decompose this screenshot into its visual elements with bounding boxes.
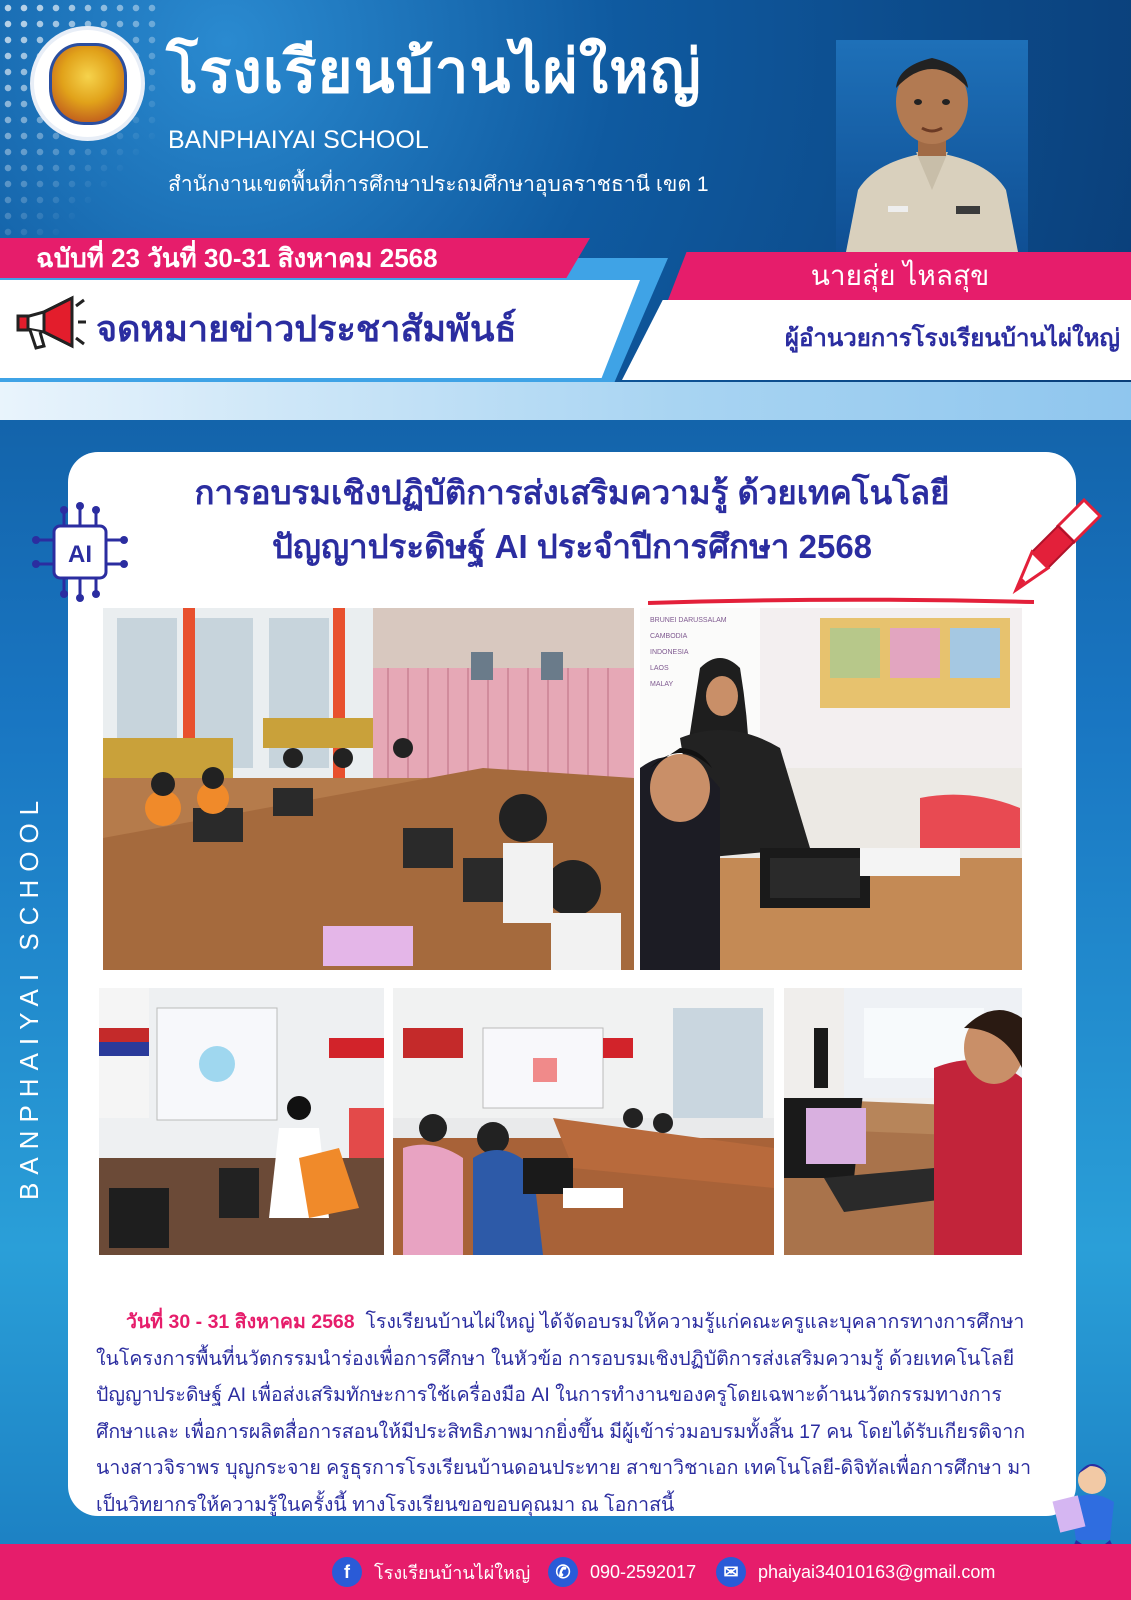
photo-classroom-training [103,608,634,970]
article-headline [92,466,1052,574]
photo-teacher-typing [784,988,1022,1255]
education-office: สำนักงานเขตพื้นที่การศึกษาประถมศึกษาอุบลราชธานี เขต 1 [168,173,709,196]
slide-country-5: MALAY [650,681,674,688]
facebook-icon: f [332,1557,362,1587]
headline-underline [648,592,1034,602]
headline-line-2: ปัญญาประดิษฐ์ AI ประจำปีการศึกษา 2568 [271,528,873,565]
phone-number: 090-2592017 [590,1561,697,1582]
photo-projector-presentation [99,988,384,1255]
school-logo [30,26,145,141]
marker-pen-icon [1010,486,1110,596]
ai-icon-label: AI [68,541,92,568]
photo-teachers-on-laptops [393,988,774,1255]
article-body-text: โรงเรียนบ้านไผ่ใหญ่ ได้จัดอบรมให้ความรู้แก่คณะครูและบุคลากรทางการศึกษา ในโครงการพื้นที่นวัตกรรมนำร่องเพื่อการศึกษา ในหัวข้อ การอบรมเชิงปฏิบัติการส่งเสริมความรู้ ด้วยเทคโนโลยีปัญญาประดิษฐ์ AI เพื่อส่งเสริมทักษะการใช้เครื่องมือ AI ในการทำงานของครูโดยเฉพาะด้านนวัตกรรมทางการศึกษาและ เพื่อการผลิตสื่อการสอนให้มีประสิทธิภาพมากยิ่งขึ้น มีผู้เข้าร่วมอบรมทั้งสิ้น 17 คน โดยได้รับเกียรติจากนางสาวจิราพร บุญกระจาย ครูธุรการโรงเรียนบ้านดอนประทาย สาขาวิชาเอก เทคโนโลยี-ดิจิทัลเพื่อการศึกษา มาเป็นวิทยากรให้ความรู้ในครั้งนี้ ทางโรงเรียนขอขอบคุณมา ณ โอกาสนี้ [96,1311,1032,1516]
slide-country-3: INDONESIA [650,649,689,656]
director-photo [836,40,1028,252]
slide-country-1: BRUNEI DARUSSALAM [650,617,727,624]
megaphone-icon [14,292,86,356]
school-name-english: BANPHAIYAI SCHOOL [168,126,429,154]
school-name-thai: โรงเรียนบ้านไผ่ใหญ่ [166,38,702,105]
article-body [96,1304,1046,1523]
footer-facebook[interactable] [332,1553,530,1591]
issue-label: ฉบับที่ 23 วันที่ 30-31 สิงหาคม 2568 [36,243,438,273]
mail-icon: ✉ [716,1557,746,1587]
phone-icon: ✆ [548,1557,578,1587]
slide-country-4: LAOS [650,665,669,672]
footer-phone[interactable] [548,1553,696,1591]
newsletter-title: จดหมายข่าวประชาสัมพันธ์ [96,308,517,349]
footer-email[interactable] [716,1553,995,1591]
facebook-page-name: โรงเรียนบ้านไผ่ใหญ่ [374,1562,531,1583]
email-address: phaiyai34010163@gmail.com [758,1561,996,1582]
side-school-name: BANPHAIYAI SCHOOL [14,792,44,1200]
headline-line-1: การอบรมเชิงปฏิบัติการส่งเสริมความรู้ ด้วยเทคโนโลยี [194,474,950,511]
article-date: วันที่ 30 - 31 สิงหาคม 2568 [126,1311,355,1333]
photo-instructor-assisting [640,608,1022,970]
slide-country-2: CAMBODIA [650,633,688,640]
separator-band [0,382,1131,420]
director-role: ผู้อำนวยการโรงเรียนบ้านไผ่ใหญ่ [784,325,1120,352]
director-name: นายสุ่ย ไหลสุข [810,260,990,291]
